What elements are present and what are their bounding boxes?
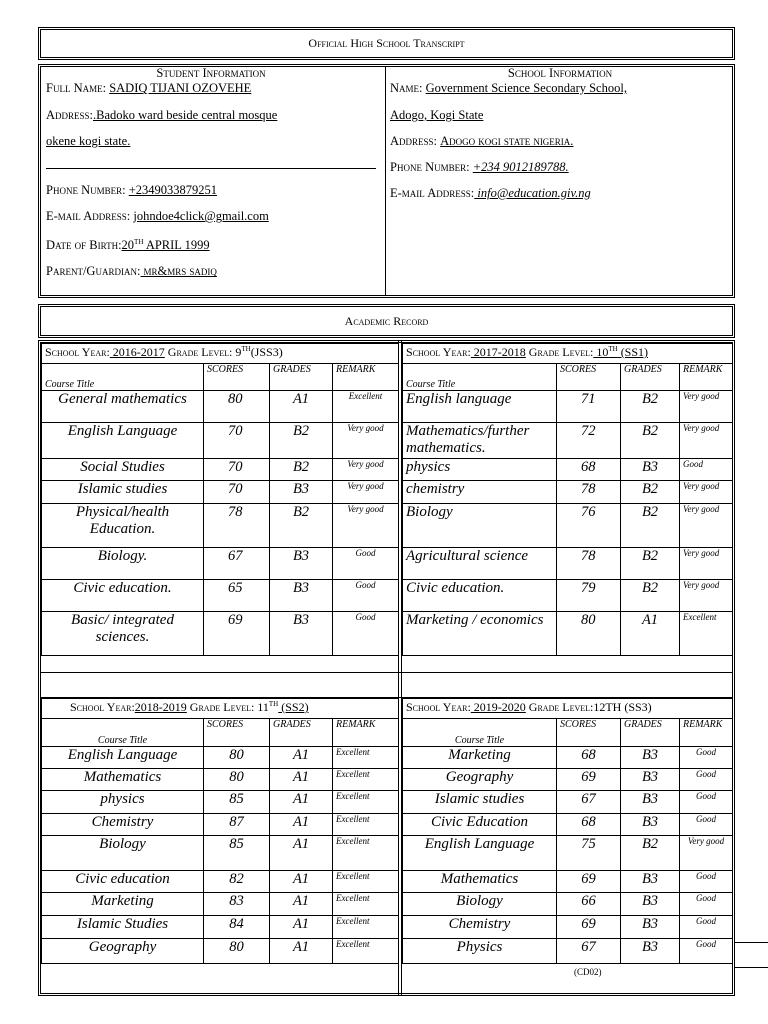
address-label: Address: (46, 108, 94, 122)
course-cell: Geography (403, 769, 557, 791)
year4-row (403, 916, 733, 939)
year1-row (42, 423, 399, 459)
dob-label: Date of Birth: (46, 238, 122, 253)
score-cell: 75 (557, 836, 621, 871)
grade-cell: A1 (270, 747, 333, 769)
grade-cell: B2 (621, 548, 680, 580)
year4-row (403, 939, 733, 964)
year2-header (403, 344, 733, 364)
school-email-row (390, 180, 730, 206)
score-cell: 69 (557, 916, 621, 939)
remark-cell: Excellent (680, 612, 733, 656)
name-label: Full Name: (46, 81, 107, 95)
remark-cell: Excellent (333, 836, 399, 871)
year3-level: 11 (254, 700, 269, 714)
dob-rest: APRIL 1999 (143, 238, 210, 253)
year2-year: 2017-2018 (470, 345, 526, 359)
course-cell: Civic education. (42, 580, 204, 612)
score-cell: 70 (204, 423, 270, 459)
remark-cell: Good (680, 769, 733, 791)
school-name-label: Name: (390, 81, 423, 95)
year4-grades-header: GRADES (621, 719, 680, 747)
school-name-line1: Government Science Secondary School, (425, 81, 627, 95)
year4-row (403, 747, 733, 769)
academic-record-box (38, 304, 735, 338)
score-cell: 85 (204, 791, 270, 814)
score-cell: 78 (557, 481, 621, 504)
score-cell: 71 (557, 391, 621, 423)
score-cell: 67 (557, 939, 621, 964)
year1-grades-header: GRADES (270, 364, 333, 391)
remark-cell: Good (333, 612, 399, 656)
course-cell: English Language (403, 836, 557, 871)
dob-day: 20 (121, 238, 135, 253)
remark-cell: Good (680, 871, 733, 893)
score-cell: 69 (204, 612, 270, 656)
year1-row (42, 459, 399, 481)
year4-level-label: Grade Level: (525, 700, 594, 714)
remark-cell: Very good (333, 459, 399, 481)
grade-cell: B3 (621, 791, 680, 814)
score-cell: 87 (204, 814, 270, 836)
school-phone: +234 9012189788. (472, 160, 569, 174)
year4-scores-header: SCORES (557, 719, 621, 747)
year1-scores-header: SCORES (204, 364, 270, 391)
parent-label: Parent/Guardian: (46, 264, 141, 279)
year4-course-title-header: Course Title (403, 719, 557, 747)
score-cell: 84 (204, 916, 270, 939)
year3-course-title-header: Course Title (42, 719, 204, 747)
year3-row (42, 939, 399, 964)
year4-table (402, 698, 733, 964)
school-name-line2: Adogo, Kogi State (390, 108, 484, 122)
score-cell: 72 (557, 423, 621, 459)
course-cell: Basic/ integrated sciences. (42, 612, 204, 656)
grade-cell: B2 (621, 580, 680, 612)
year3-label: School Year: (70, 700, 135, 714)
student-name: SADIQ TIJANI OZOVEHE (109, 81, 252, 95)
grade-cell: B3 (621, 893, 680, 916)
grade-cell: B2 (270, 459, 333, 481)
year1-level-suffix: (JSS3) (250, 345, 283, 359)
grade-cell: B3 (621, 871, 680, 893)
year4-label: School Year: (406, 700, 471, 714)
address-blank-line (46, 154, 376, 169)
year3-row (42, 836, 399, 871)
score-cell: 80 (557, 612, 621, 656)
grade-cell: A1 (270, 791, 333, 814)
transcript-title-box (38, 27, 735, 60)
grade-cell: B2 (621, 391, 680, 423)
year1-row (42, 612, 399, 656)
course-cell: Biology (403, 504, 557, 548)
year3-scores-header: SCORES (204, 719, 270, 747)
course-cell: chemistry (403, 481, 557, 504)
course-cell: Biology (42, 836, 204, 871)
year4-row (403, 769, 733, 791)
year1-row (42, 504, 399, 548)
course-cell: General mathematics (42, 391, 204, 423)
course-cell: Chemistry (42, 814, 204, 836)
year4-level: 12TH (SS3) (593, 700, 652, 714)
remark-cell: Excellent (333, 939, 399, 964)
transcript-title: Official High School Transcript (308, 36, 465, 50)
blank-spacer-row (41, 672, 732, 698)
course-cell: Marketing / economics (403, 612, 557, 656)
student-email-row (46, 203, 376, 229)
grade-cell: A1 (270, 916, 333, 939)
remark-cell: Very good (680, 423, 733, 459)
year3-row (42, 747, 399, 769)
phone-label: Phone Number: (46, 183, 126, 197)
remark-cell: Good (680, 747, 733, 769)
score-cell: 80 (204, 769, 270, 791)
score-cell: 79 (557, 580, 621, 612)
year3-remark-header: REMARK (333, 719, 399, 747)
grade-cell: B3 (270, 612, 333, 656)
year3-row (42, 769, 399, 791)
grade-cell: B3 (621, 769, 680, 791)
score-cell: 68 (557, 747, 621, 769)
year2-level-label: Grade Level: (525, 345, 594, 359)
year3-level-label: Grade Level: (186, 700, 255, 714)
year1-level-label: Grade Level: (164, 345, 233, 359)
school-address: Adogo kogi state nigeria. (440, 134, 574, 148)
remark-cell: Very good (333, 481, 399, 504)
remark-cell: Good (680, 916, 733, 939)
grade-cell: B2 (270, 504, 333, 548)
score-cell: 82 (204, 871, 270, 893)
grade-cell: B3 (270, 481, 333, 504)
score-cell: 68 (557, 459, 621, 481)
grade-cell: B3 (621, 814, 680, 836)
course-cell: Civic education (42, 871, 204, 893)
course-cell: English Language (42, 747, 204, 769)
remark-cell: Excellent (333, 391, 399, 423)
year2-row (403, 391, 733, 423)
student-address-line1: .Badoko ward beside central mosque (93, 108, 278, 122)
year2-grades-header: GRADES (621, 364, 680, 391)
student-info-heading: Student Information (156, 66, 266, 80)
remark-cell: Excellent (333, 747, 399, 769)
year3-row (42, 916, 399, 939)
year4-row (403, 814, 733, 836)
year2-row (403, 481, 733, 504)
school-phone-label: Phone Number: (390, 160, 470, 174)
grade-cell: A1 (270, 893, 333, 916)
remark-cell: Very good (333, 423, 399, 459)
course-cell: Biology. (42, 548, 204, 580)
score-cell: 69 (557, 769, 621, 791)
student-phone-row (46, 177, 376, 203)
year4-year: 2019-2020 (470, 700, 526, 714)
remark-cell: Very good (680, 580, 733, 612)
year1-remark-header: REMARK (333, 364, 399, 391)
score-cell: 66 (557, 893, 621, 916)
grade-cell: B3 (621, 459, 680, 481)
score-cell: 70 (204, 459, 270, 481)
email-label: E-mail Address: (46, 209, 131, 223)
year3-row (42, 791, 399, 814)
score-cell: 67 (204, 548, 270, 580)
remark-cell: Good (333, 548, 399, 580)
remark-cell: Excellent (333, 769, 399, 791)
year3-year: 2018-2019 (134, 700, 187, 714)
grade-cell: B3 (621, 939, 680, 964)
score-cell: 80 (204, 747, 270, 769)
school-address-label: Address: (390, 134, 438, 148)
course-cell: Physics (403, 939, 557, 964)
year1-label: School Year: (45, 345, 110, 359)
course-cell: Social Studies (42, 459, 204, 481)
course-cell: Physical/health Education. (42, 504, 204, 548)
year3-row (42, 814, 399, 836)
course-cell: Marketing (42, 893, 204, 916)
year4-remark-header: REMARK (680, 719, 733, 747)
info-divider (385, 67, 386, 295)
year1-level-sup: TH (241, 345, 251, 353)
grade-cell: A1 (270, 871, 333, 893)
remark-cell: Good (333, 580, 399, 612)
year1-level: 9 (232, 345, 242, 359)
year1-row (42, 481, 399, 504)
student-dob-row (46, 229, 376, 258)
remark-cell: Very good (680, 391, 733, 423)
grade-cell: A1 (270, 391, 333, 423)
score-cell: 80 (204, 939, 270, 964)
year1-course-title-header: Course Title (42, 364, 204, 391)
school-address-row (390, 128, 730, 154)
course-cell: Biology (403, 893, 557, 916)
school-email: info@education.giv.ng (474, 186, 591, 200)
grade-cell: B2 (621, 481, 680, 504)
year1-table (41, 343, 399, 656)
grade-cell: B2 (621, 423, 680, 459)
year4-row (403, 893, 733, 916)
year3-grades-header: GRADES (270, 719, 333, 747)
grade-cell: B3 (621, 916, 680, 939)
school-name-row (390, 80, 730, 96)
grade-cell: B2 (621, 504, 680, 548)
course-cell: Mathematics (403, 871, 557, 893)
remark-cell: Good (680, 893, 733, 916)
student-address-row (46, 102, 376, 128)
year2-course-title-header: Course Title (403, 364, 557, 391)
course-cell: Agricultural science (403, 548, 557, 580)
year3-header (42, 699, 399, 719)
grade-cell: A1 (270, 836, 333, 871)
year2-row (403, 423, 733, 459)
year3-level-suffix: (SS2) (278, 700, 309, 714)
score-cell: 69 (557, 871, 621, 893)
year2-level: 10 (593, 345, 609, 359)
remark-cell: Excellent (333, 814, 399, 836)
score-cell: 85 (204, 836, 270, 871)
school-email-label: E-mail Address: (390, 186, 475, 200)
remark-cell: Very good (680, 481, 733, 504)
grade-cell: B3 (621, 747, 680, 769)
year4-row (403, 836, 733, 871)
year3-table (41, 698, 399, 964)
student-phone: +2349033879251 (128, 183, 218, 197)
grade-cell: B2 (270, 423, 333, 459)
year1-header (42, 344, 399, 364)
course-cell: English Language (42, 423, 204, 459)
year2-scores-header: SCORES (557, 364, 621, 391)
year2-remark-header: REMARK (680, 364, 733, 391)
course-cell: Islamic Studies (42, 916, 204, 939)
grade-cell: B2 (621, 836, 680, 871)
score-cell: 83 (204, 893, 270, 916)
stray-line-2 (735, 967, 768, 968)
year1-row (42, 391, 399, 423)
student-email: johndoe4click@gmail.com (133, 209, 269, 223)
remark-cell: Very good (680, 836, 733, 871)
student-dob (122, 238, 210, 252)
score-cell: 68 (557, 814, 621, 836)
course-cell: English language (403, 391, 557, 423)
year1-row (42, 548, 399, 580)
year2-level-group (593, 345, 648, 359)
year2-row (403, 580, 733, 612)
year2-level-suffix: (SS1) (617, 345, 649, 359)
score-cell: 80 (204, 391, 270, 423)
score-cell: 76 (557, 504, 621, 548)
year2-row (403, 548, 733, 580)
student-parent: mr&mrs sadiq (140, 264, 217, 279)
remark-cell: Good (680, 791, 733, 814)
remark-cell: Excellent (333, 916, 399, 939)
course-cell: physics (403, 459, 557, 481)
remark-cell: Good (680, 939, 733, 964)
year2-label: School Year: (406, 345, 471, 359)
year4-row (403, 871, 733, 893)
course-cell: Islamic studies (42, 481, 204, 504)
course-cell: Chemistry (403, 916, 557, 939)
school-phone-row (390, 154, 730, 180)
year2-table (402, 343, 733, 656)
year1-year: 2016-2017 (109, 345, 165, 359)
score-cell: 70 (204, 481, 270, 504)
year3-level-sup: TH (268, 700, 279, 708)
stray-line-1 (735, 942, 768, 943)
school-info-heading: School Information (507, 66, 613, 80)
year2-level-sup: TH (608, 345, 618, 353)
year3-row (42, 871, 399, 893)
dob-sup: TH (134, 238, 144, 246)
student-info (46, 66, 376, 284)
grade-cell: A1 (621, 612, 680, 656)
student-address-line2: okene kogi state. (46, 134, 131, 148)
year2-row (403, 612, 733, 656)
grade-cell: A1 (270, 939, 333, 964)
course-cell: Geography (42, 939, 204, 964)
school-info (390, 66, 730, 206)
remark-cell: Excellent (333, 791, 399, 814)
year2-row (403, 459, 733, 481)
student-parent-row (46, 258, 376, 284)
course-cell: physics (42, 791, 204, 814)
course-cell: Islamic studies (403, 791, 557, 814)
academic-record-title: Academic Record (344, 314, 429, 328)
year2-row (403, 504, 733, 548)
course-cell: Civic education. (403, 580, 557, 612)
score-cell: 65 (204, 580, 270, 612)
grade-cell: B3 (270, 580, 333, 612)
remark-cell: Very good (680, 548, 733, 580)
remark-cell: Very good (333, 504, 399, 548)
grade-cell: B3 (270, 548, 333, 580)
remark-cell: Excellent (333, 893, 399, 916)
grade-cell: A1 (270, 769, 333, 791)
year4-row (403, 791, 733, 814)
remark-cell: Good (680, 814, 733, 836)
course-cell: Mathematics/further mathematics. (403, 423, 557, 459)
remark-cell: Very good (680, 504, 733, 548)
course-cell: Mathematics (42, 769, 204, 791)
grade-cell: A1 (270, 814, 333, 836)
footer-code: (CD02) (574, 967, 602, 977)
student-name-row (46, 80, 376, 96)
course-cell: Civic Education (403, 814, 557, 836)
year3-row (42, 893, 399, 916)
year1-row (42, 580, 399, 612)
score-cell: 67 (557, 791, 621, 814)
year4-header (403, 699, 733, 719)
course-cell: Marketing (403, 747, 557, 769)
score-cell: 78 (557, 548, 621, 580)
remark-cell: Good (680, 459, 733, 481)
remark-cell: Excellent (333, 871, 399, 893)
score-cell: 78 (204, 504, 270, 548)
